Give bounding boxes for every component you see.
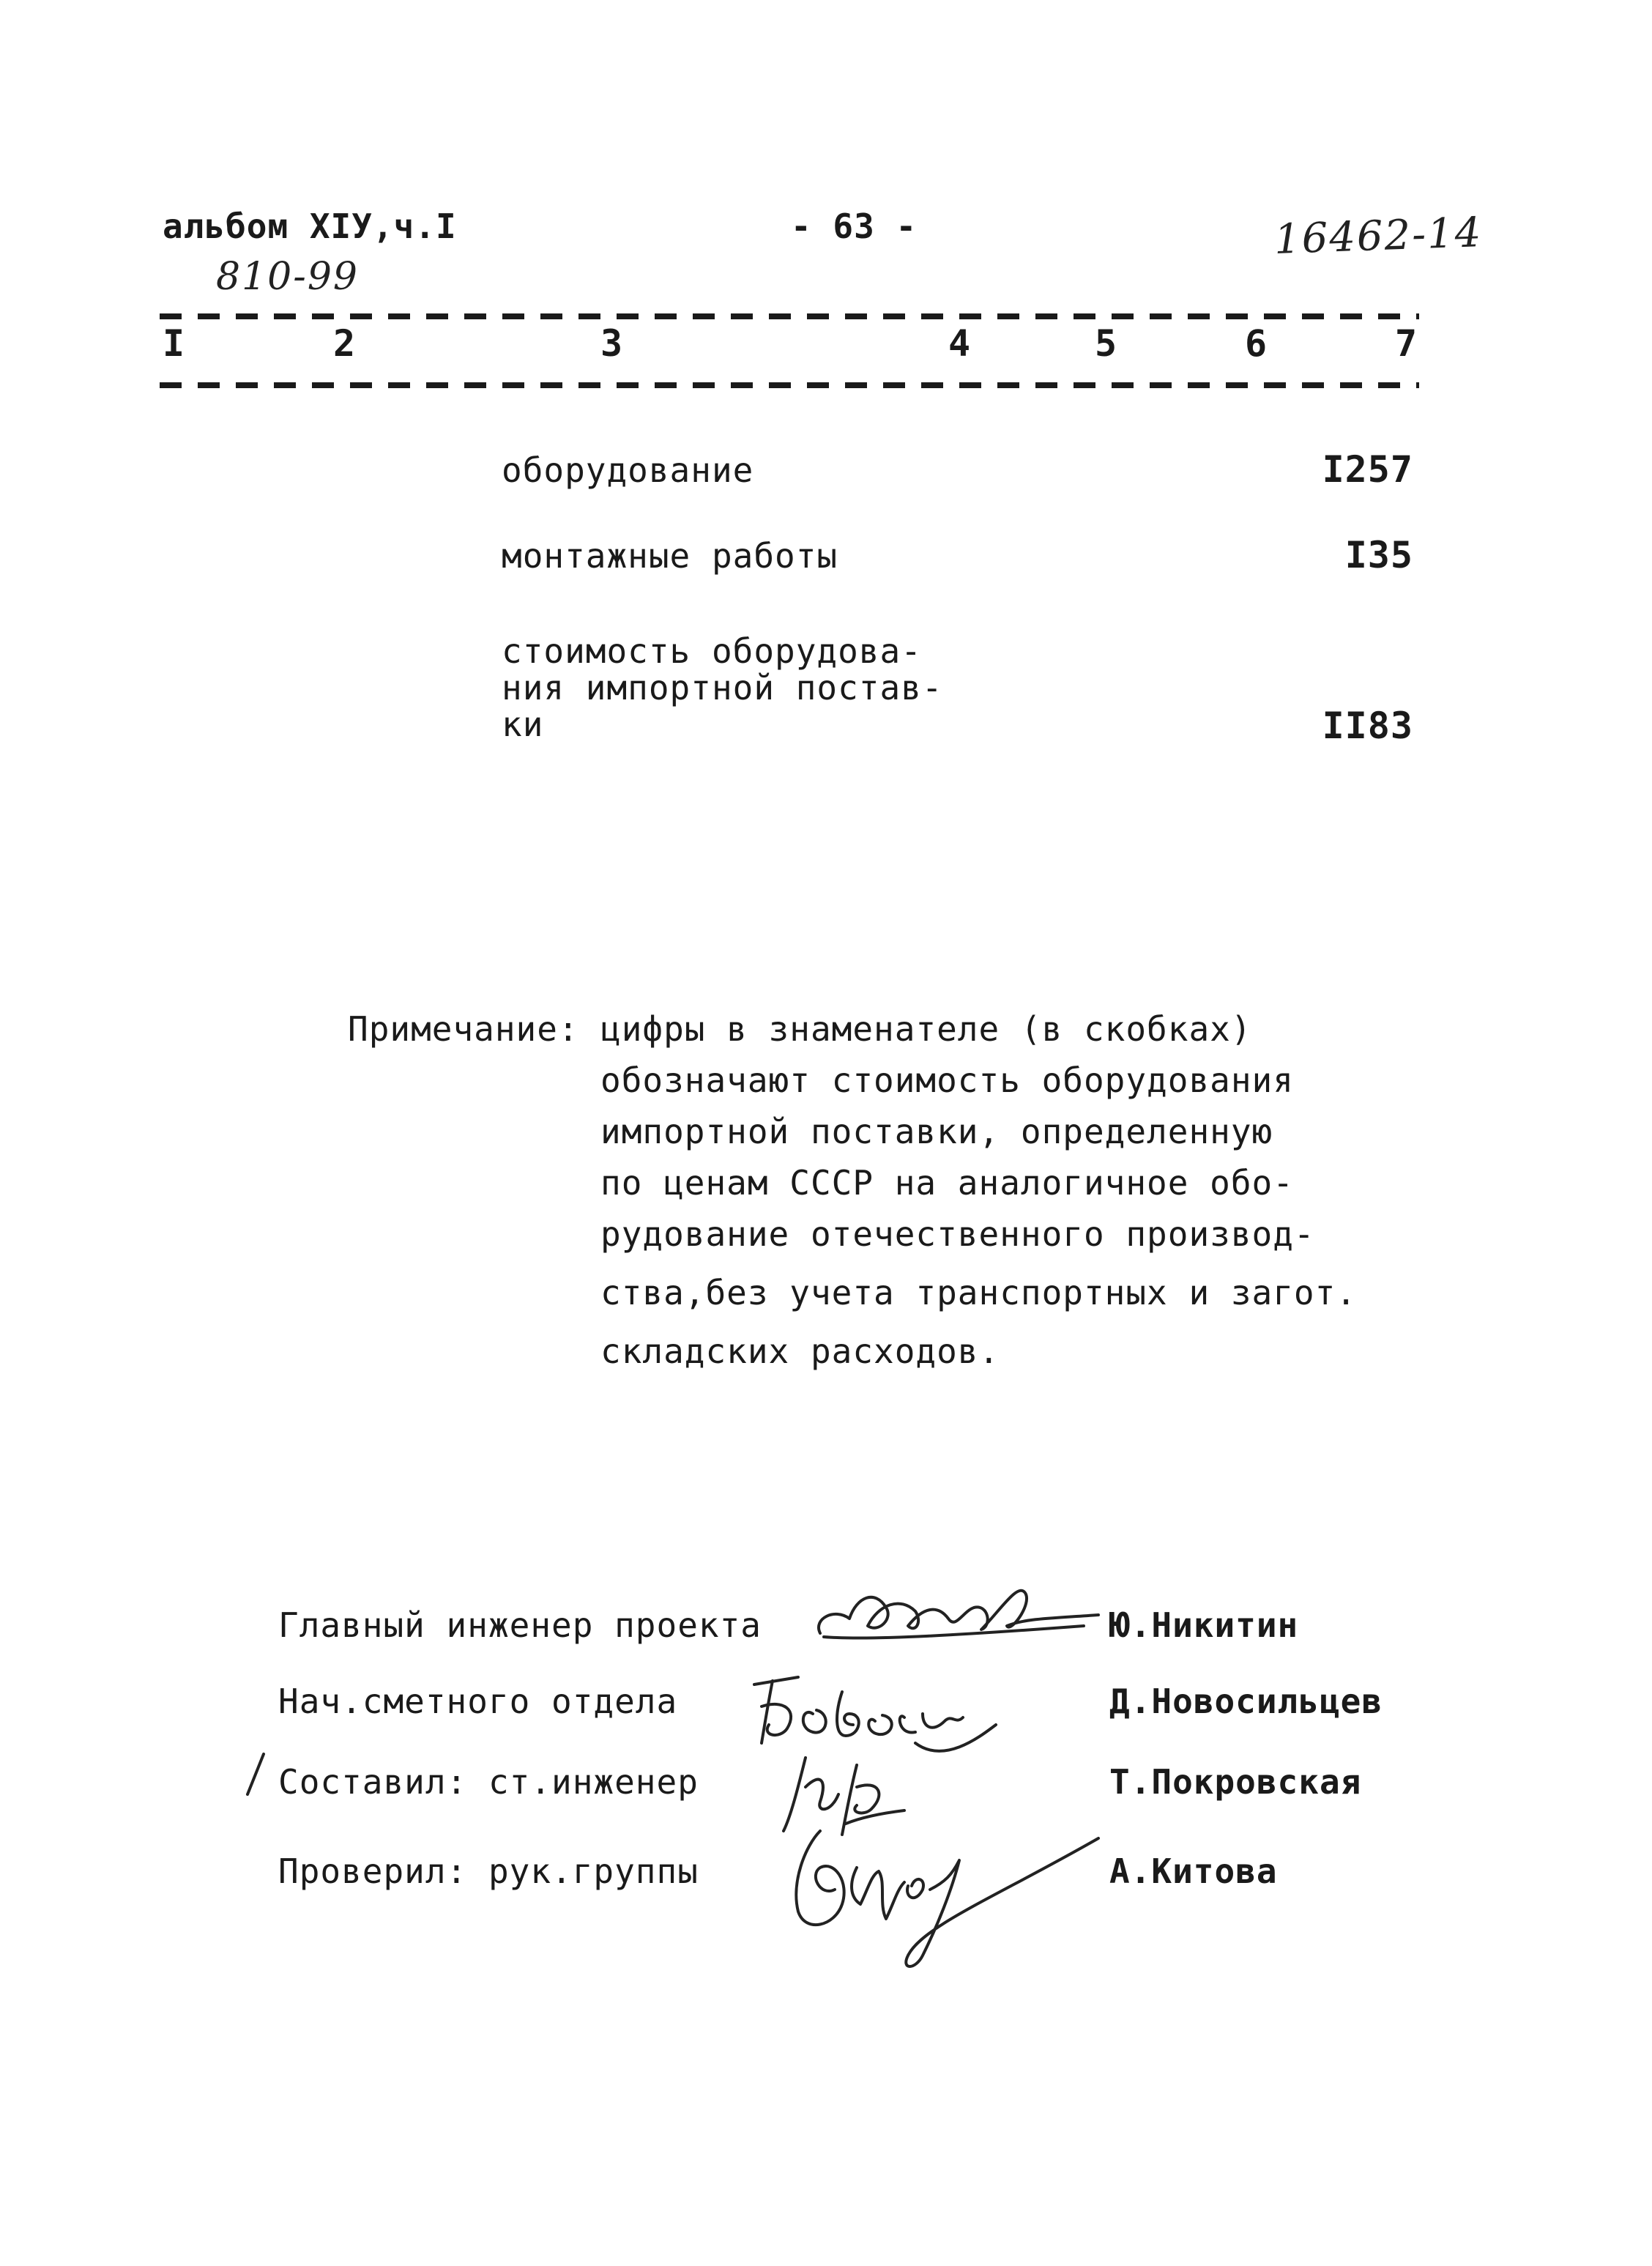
- note-label: Примечание:: [348, 1009, 579, 1049]
- signature-role: Нач.сметного отдела: [278, 1682, 678, 1721]
- column-7: 7: [1395, 322, 1418, 365]
- column-4: 4: [948, 322, 972, 365]
- column-3: 3: [600, 322, 624, 365]
- page-number: - 63 -: [791, 207, 918, 246]
- note-line: обозначают стоимость оборудования: [600, 1060, 1294, 1100]
- signature-role: Проверил: рук.группы: [278, 1851, 699, 1891]
- signature-role: Составил: ст.инженер: [278, 1762, 699, 1802]
- signature-name: Т.Покровская: [1109, 1762, 1362, 1802]
- dashed-rule-bottom: [160, 382, 1419, 388]
- album-label: альбом XIУ,ч.I: [163, 207, 457, 246]
- note-line: рудование отечественного производ-: [600, 1214, 1315, 1254]
- item-value: I257: [1322, 448, 1413, 491]
- sub-code-handwritten: 810-99: [216, 255, 359, 299]
- column-2: 2: [333, 322, 357, 365]
- signature-name: А.Китова: [1109, 1851, 1278, 1891]
- dashed-rule-top: [160, 313, 1419, 319]
- item-label: монтажные работы: [502, 536, 838, 576]
- item-label-line: ния импортной постав-: [502, 668, 943, 707]
- column-1: I: [163, 322, 186, 365]
- item-value: II83: [1322, 705, 1413, 747]
- column-5: 5: [1095, 322, 1118, 365]
- signature-chief-engineer: [805, 1567, 1113, 1663]
- column-6: 6: [1245, 322, 1268, 365]
- signature-name: Ю.Никитин: [1109, 1605, 1299, 1645]
- item-label: оборудование: [502, 450, 754, 490]
- signature-role: Главный инженер проекта: [278, 1605, 762, 1645]
- signature-name: Д.Новосильцев: [1109, 1682, 1383, 1721]
- note-line: по ценам СССР на аналогичное обо-: [600, 1163, 1294, 1203]
- margin-slash-mark: [242, 1750, 271, 1802]
- doc-code-handwritten: 16462-14: [1273, 209, 1484, 264]
- signature-checker: [776, 1816, 1113, 1985]
- item-value: I35: [1344, 534, 1413, 576]
- note-line: ства,без учета транспортных и загот.: [600, 1273, 1357, 1312]
- item-label-line: ки: [502, 705, 544, 744]
- note-line: складских расходов.: [600, 1331, 1000, 1371]
- note-line: импортной поставки, определенную: [600, 1112, 1273, 1151]
- item-label-line: стоимость оборудова-: [502, 631, 922, 671]
- note-line: цифры в знаменателе (в скобках): [600, 1009, 1252, 1049]
